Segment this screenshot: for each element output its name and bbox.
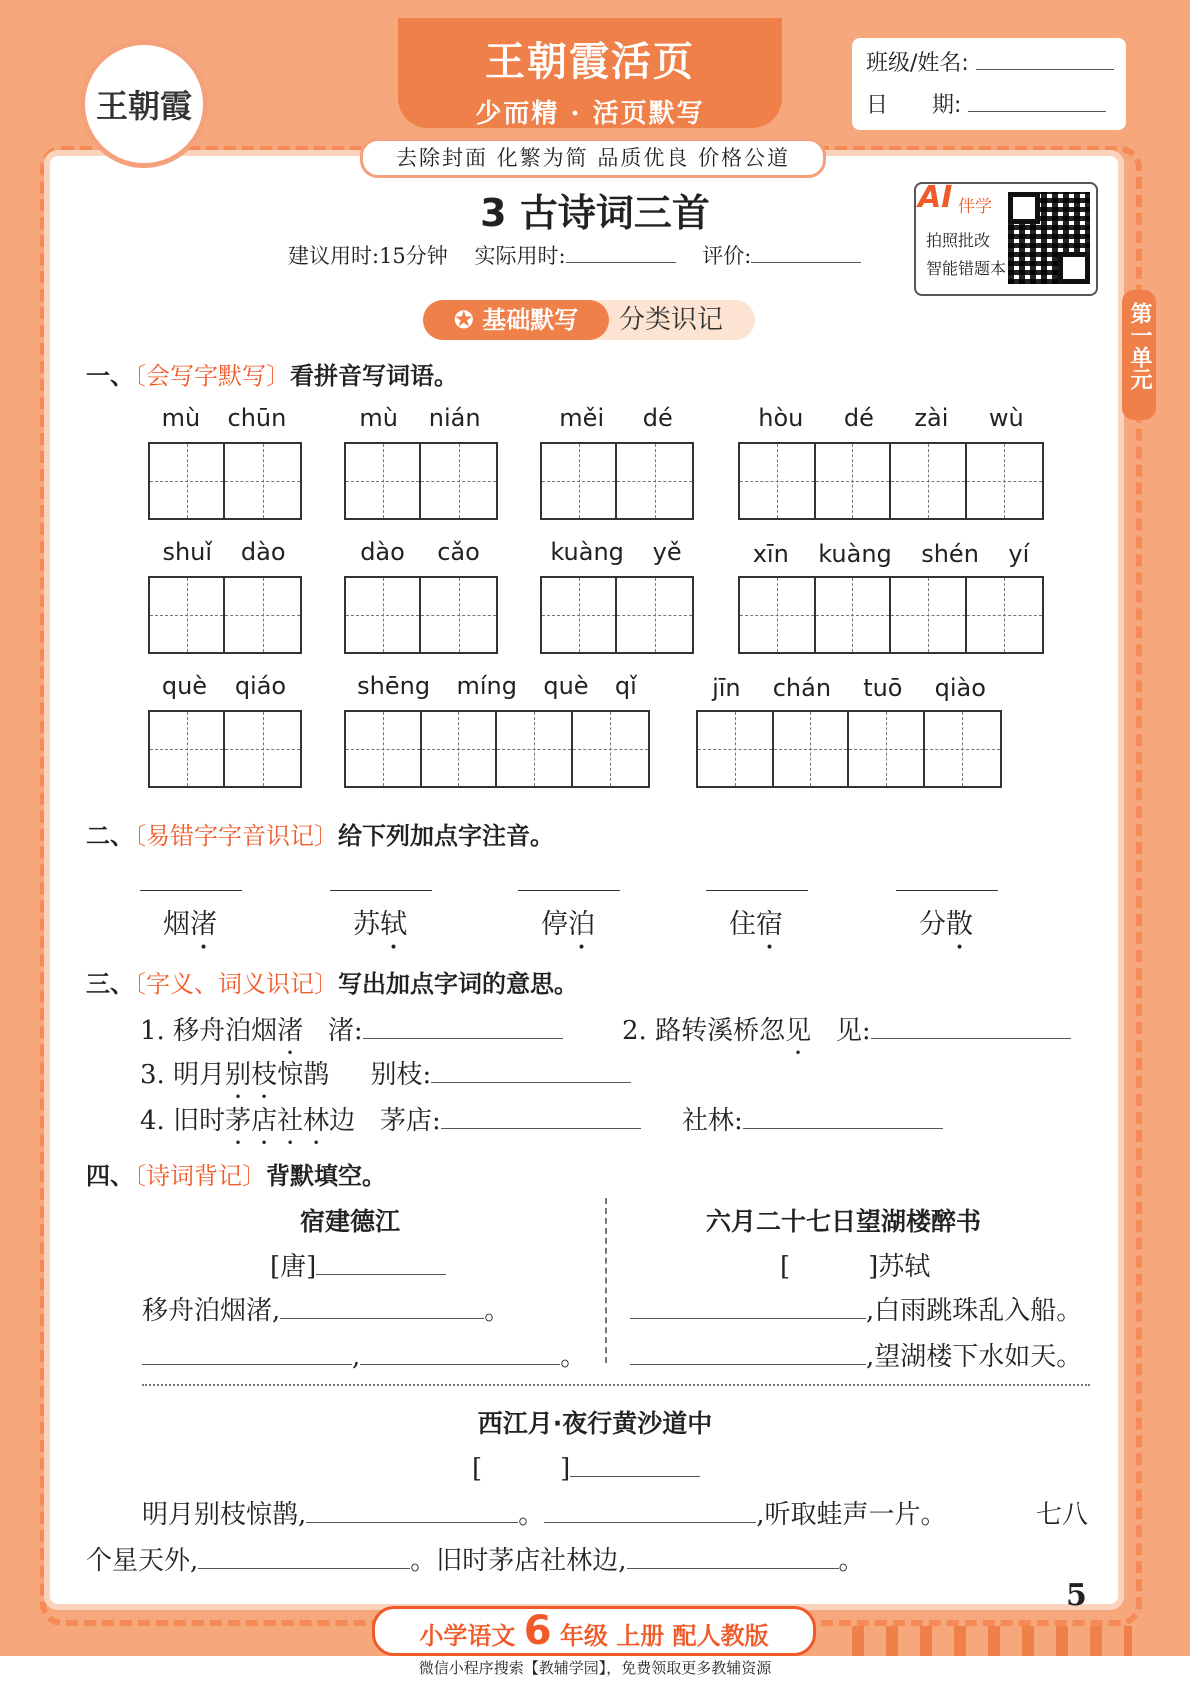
q2-label: 见: bbox=[835, 1016, 871, 1046]
pinyin-group bbox=[148, 404, 300, 432]
q3-text-end: 惊鹊 bbox=[277, 1060, 330, 1090]
poem2-line1-text: ,白雨跳珠乱入船。 bbox=[866, 1296, 1083, 1326]
word-char: 分 bbox=[919, 909, 946, 940]
poem1-end2: 。 bbox=[560, 1342, 587, 1372]
pinyin-blank[interactable] bbox=[896, 890, 998, 891]
dotted-word bbox=[130, 902, 250, 941]
dotted-char: 宿 bbox=[756, 909, 783, 940]
pinyin-group bbox=[148, 538, 300, 566]
brand-banner bbox=[398, 18, 782, 128]
poem1-end1: 。 bbox=[484, 1296, 511, 1326]
pill-active-label: 基础默写 bbox=[482, 306, 579, 334]
qr-code-icon[interactable] bbox=[1008, 192, 1090, 284]
section3-heading bbox=[86, 964, 578, 999]
poem1-blank1[interactable] bbox=[280, 1318, 484, 1319]
unit-side-tab-label: 第一单元 bbox=[1127, 302, 1152, 390]
writing-grid[interactable] bbox=[344, 576, 498, 654]
pinyin: xīn bbox=[752, 540, 789, 568]
q4-label2: 社林: bbox=[682, 1106, 743, 1136]
poem2-blank1[interactable] bbox=[630, 1318, 866, 1319]
writing-grid[interactable] bbox=[148, 576, 302, 654]
writing-grid[interactable] bbox=[540, 576, 694, 654]
dotted-char: 散 bbox=[946, 909, 973, 940]
poem1-author-blank[interactable] bbox=[316, 1274, 446, 1275]
q1-answer[interactable] bbox=[363, 1038, 563, 1039]
pinyin-group bbox=[148, 672, 300, 700]
date-label: 日 期: bbox=[866, 93, 962, 118]
footer-badge bbox=[372, 1606, 816, 1656]
q3-dotted: 枝 bbox=[251, 1060, 278, 1090]
q4-dotted: 林 bbox=[303, 1106, 330, 1136]
poem3-l1c: ,听取蛙声一片。 bbox=[756, 1500, 947, 1530]
poem2-line2 bbox=[630, 1336, 1082, 1373]
poem1-line1 bbox=[142, 1290, 510, 1327]
q4-dotted: 店 bbox=[251, 1106, 278, 1136]
q2-text: 2. 路转溪桥忽 bbox=[622, 1016, 786, 1046]
slogan: 去除封面 化繁为简 品质优良 价格公道 bbox=[360, 138, 826, 178]
pinyin: dé bbox=[642, 404, 673, 432]
footer-edition: 年级 上册 配人教版 bbox=[559, 1622, 769, 1650]
poem2-author: [ ]苏轼 bbox=[780, 1252, 931, 1282]
poem3-l1b: 。 bbox=[518, 1500, 545, 1530]
pinyin: shuǐ bbox=[162, 538, 213, 566]
word-char: 住 bbox=[729, 909, 756, 940]
eval-field[interactable] bbox=[751, 262, 861, 263]
brand-title: 王朝霞活页 bbox=[485, 38, 695, 85]
pinyin: jīn bbox=[712, 674, 741, 702]
pinyin: kuàng bbox=[550, 538, 624, 566]
pinyin-group bbox=[344, 538, 496, 566]
q4 bbox=[140, 1100, 943, 1137]
pinyin-group bbox=[344, 672, 650, 700]
poem1-blank2[interactable] bbox=[142, 1364, 352, 1365]
pinyin: měi bbox=[559, 404, 605, 432]
pinyin: shēng bbox=[357, 672, 431, 700]
pinyin: kuàng bbox=[818, 540, 892, 568]
poem3-line1 bbox=[142, 1494, 1090, 1531]
section-pill bbox=[423, 300, 755, 340]
lesson-title: 3 古诗词三首 bbox=[480, 191, 710, 235]
q3-answer[interactable] bbox=[431, 1082, 631, 1083]
poem3-title: 西江月·夜行黄沙道中 bbox=[477, 1409, 713, 1438]
class-name-field[interactable] bbox=[976, 69, 1114, 70]
poem1-title: 宿建德江 bbox=[300, 1207, 401, 1236]
writing-grid[interactable] bbox=[344, 442, 498, 520]
poem-divider bbox=[605, 1198, 607, 1363]
poem3-line2 bbox=[86, 1540, 865, 1577]
section2-heading bbox=[86, 816, 554, 851]
q1-label: 渚: bbox=[327, 1016, 363, 1046]
pinyin: mù bbox=[359, 404, 398, 432]
pinyin-group bbox=[738, 404, 1044, 432]
section2-num: 二、 bbox=[86, 822, 134, 850]
pinyin-group bbox=[344, 404, 496, 432]
footer-grade: 6 bbox=[523, 1608, 552, 1654]
q2-dotted: 见 bbox=[785, 1016, 812, 1046]
poem3-l2a: 个星天外, bbox=[86, 1546, 199, 1576]
poem3-blank1[interactable] bbox=[306, 1522, 518, 1523]
q3-text: 3. 明月 bbox=[140, 1060, 226, 1090]
section3-instr: 写出加点字词的意思。 bbox=[338, 970, 578, 998]
poem2-title: 六月二十七日望湖楼醉书 bbox=[706, 1207, 982, 1236]
dotted-word bbox=[696, 902, 816, 941]
poem3-l1d: 七八 bbox=[1036, 1500, 1089, 1530]
pill-active bbox=[423, 300, 609, 340]
poem1-dynasty-row bbox=[270, 1246, 446, 1283]
section3-num: 三、 bbox=[86, 970, 134, 998]
dotted-char: 轼 bbox=[380, 909, 407, 940]
writing-grid[interactable] bbox=[344, 710, 650, 788]
section1-num: 一、 bbox=[86, 362, 134, 390]
unit-side-tab bbox=[1122, 290, 1156, 420]
word-char: 苏 bbox=[353, 909, 380, 940]
pinyin-blank[interactable] bbox=[140, 890, 242, 891]
section1-instr: 看拼音写词语。 bbox=[290, 362, 458, 390]
ai-companion-box[interactable] bbox=[914, 182, 1098, 296]
pinyin: mù bbox=[161, 404, 201, 432]
poem3-blank3[interactable] bbox=[198, 1568, 410, 1569]
class-name-row bbox=[866, 46, 1114, 77]
q4-dotted: 社 bbox=[277, 1106, 304, 1136]
poem1-blank3[interactable] bbox=[360, 1364, 560, 1365]
pinyin: yí bbox=[1008, 540, 1030, 568]
poem2-line2-text: ,望湖楼下水如天。 bbox=[866, 1342, 1083, 1372]
dotted-char: 泊 bbox=[568, 909, 595, 940]
section4-heading bbox=[86, 1156, 386, 1191]
ai-sub: 伴学 bbox=[958, 197, 992, 217]
page-number: 5 bbox=[1066, 1578, 1087, 1613]
pinyin: wù bbox=[988, 404, 1024, 432]
poem3-author-row bbox=[472, 1448, 700, 1485]
pinyin: chán bbox=[772, 674, 832, 702]
date-row bbox=[866, 88, 1106, 119]
pinyin: què bbox=[161, 672, 208, 700]
poem3-blank2[interactable] bbox=[544, 1522, 756, 1523]
class-name-label: 班级/姓名: bbox=[866, 51, 969, 76]
brand-logo: 王朝霞 bbox=[80, 40, 208, 168]
dotted-word bbox=[508, 902, 628, 941]
q1-dotted: 渚 bbox=[277, 1016, 304, 1046]
q2 bbox=[622, 1010, 1071, 1047]
pinyin-group bbox=[540, 404, 692, 432]
eval-label: 评价: bbox=[702, 244, 752, 268]
pinyin-group bbox=[738, 540, 1044, 568]
q3-label: 别枝: bbox=[370, 1060, 432, 1090]
q4-dotted: 茅 bbox=[225, 1106, 252, 1136]
writing-grid[interactable] bbox=[540, 442, 694, 520]
pinyin: nián bbox=[428, 404, 481, 432]
poem3-l2b: 。旧时茅店社林边, bbox=[410, 1546, 627, 1576]
q1-text: 1. 移舟泊烟 bbox=[140, 1016, 278, 1046]
q4-text-end: 边 bbox=[329, 1106, 356, 1136]
poem1-dynasty: [唐] bbox=[270, 1252, 317, 1282]
q4-label1: 茅店: bbox=[379, 1106, 441, 1136]
q4-answer2[interactable] bbox=[743, 1128, 943, 1129]
writing-grid[interactable] bbox=[148, 442, 302, 520]
poem1-comma: , bbox=[352, 1342, 361, 1372]
poem3-l2c: 。 bbox=[838, 1546, 865, 1576]
name-date-box bbox=[852, 38, 1126, 130]
poem3-author-blank[interactable] bbox=[570, 1476, 700, 1477]
pinyin: míng bbox=[456, 672, 517, 700]
section4-num: 四、 bbox=[86, 1162, 134, 1190]
poem1-line2 bbox=[142, 1336, 586, 1373]
dotted-char: 渚 bbox=[190, 909, 217, 940]
suggest-time: 建议用时:15分钟 bbox=[288, 244, 448, 268]
pinyin: hòu bbox=[758, 404, 804, 432]
poem2-blank2[interactable] bbox=[630, 1364, 866, 1365]
pinyin: cǎo bbox=[437, 538, 480, 566]
writing-grid[interactable] bbox=[738, 576, 1044, 654]
q4-text: 4. 旧时 bbox=[140, 1106, 226, 1136]
pinyin-blank[interactable] bbox=[330, 890, 432, 891]
pinyin: zài bbox=[914, 404, 949, 432]
q2-answer[interactable] bbox=[871, 1038, 1071, 1039]
q1 bbox=[140, 1010, 563, 1047]
pinyin: què bbox=[543, 672, 589, 700]
medal-icon: ✪ bbox=[453, 306, 483, 334]
dotted-word bbox=[320, 902, 440, 941]
footer-subject: 小学语文 bbox=[419, 1622, 516, 1650]
pinyin-blank[interactable] bbox=[706, 890, 808, 891]
actual-time-field[interactable] bbox=[566, 262, 676, 263]
poem1-line1-text: 移舟泊烟渚, bbox=[142, 1296, 281, 1326]
poem2-line1 bbox=[630, 1290, 1082, 1327]
dotted-word bbox=[886, 902, 1006, 941]
q3-dotted: 别 bbox=[225, 1060, 252, 1090]
section1-heading bbox=[86, 356, 458, 391]
pinyin: qiáo bbox=[234, 672, 287, 700]
q4-answer1[interactable] bbox=[441, 1128, 641, 1129]
poem3-blank4[interactable] bbox=[627, 1568, 839, 1569]
pinyin: dào bbox=[360, 538, 405, 566]
ai-line2: 智能错题本 bbox=[926, 259, 1007, 278]
pinyin: dé bbox=[843, 404, 874, 432]
poem3-bracket: [ ] bbox=[472, 1454, 571, 1484]
pinyin: yě bbox=[652, 538, 682, 566]
poem3-l1a: 明月别枝惊鹊, bbox=[142, 1500, 307, 1530]
pill-other: 分类识记 bbox=[619, 305, 724, 335]
date-field[interactable] bbox=[968, 111, 1106, 112]
section3-tag: 〔字义、词义识记〕 bbox=[134, 970, 338, 998]
watermark-text: 微信小程序搜索【教辅学园】，免费领取更多教辅资源 bbox=[0, 1656, 1190, 1682]
writing-grid[interactable] bbox=[696, 710, 1002, 788]
section2-tag: 〔易错字字音识记〕 bbox=[134, 822, 338, 850]
writing-grid[interactable] bbox=[738, 442, 1044, 520]
pinyin: chūn bbox=[227, 404, 287, 432]
pinyin-blank[interactable] bbox=[518, 890, 620, 891]
section4-tag: 〔诗词背记〕 bbox=[134, 1162, 266, 1190]
pinyin: qǐ bbox=[614, 672, 637, 700]
word-char: 停 bbox=[541, 909, 568, 940]
section2-instr: 给下列加点字注音。 bbox=[338, 822, 554, 850]
actual-time-label: 实际用时: bbox=[474, 244, 566, 268]
writing-grid[interactable] bbox=[148, 710, 302, 788]
pinyin: qiào bbox=[934, 674, 986, 702]
pinyin: dào bbox=[240, 538, 286, 566]
ai-line1: 拍照批改 bbox=[926, 231, 991, 250]
pinyin: shén bbox=[921, 540, 979, 568]
brand-subtitle: 少而精 · 活页默写 bbox=[475, 99, 705, 129]
pinyin: tuō bbox=[863, 674, 903, 702]
word-char: 烟 bbox=[163, 909, 190, 940]
time-info bbox=[288, 240, 861, 270]
section4-instr: 背默填空。 bbox=[266, 1162, 386, 1190]
q3 bbox=[140, 1054, 631, 1091]
pinyin-group bbox=[696, 674, 1002, 702]
pinyin-group bbox=[536, 538, 696, 566]
section1-tag: 〔会写字默写〕 bbox=[134, 362, 290, 390]
ai-logo: AI bbox=[918, 180, 953, 215]
section-divider bbox=[142, 1384, 1090, 1386]
